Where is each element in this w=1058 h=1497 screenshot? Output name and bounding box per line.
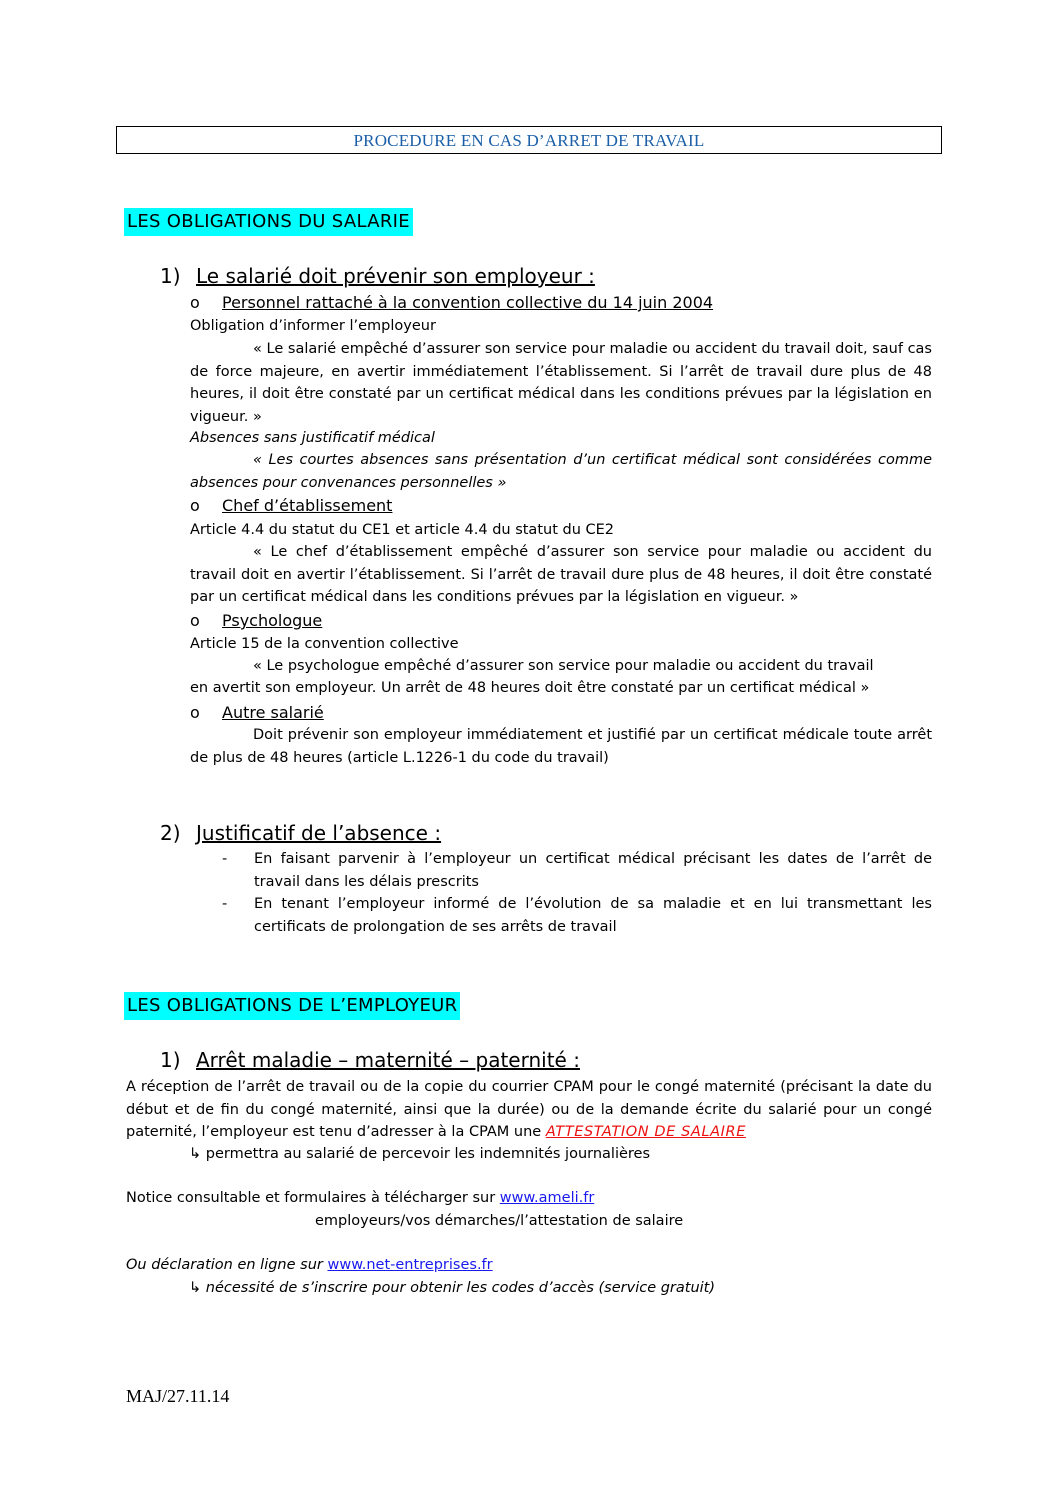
quote-salarie: « Le salarié empêché d’assurer son service pour maladie ou accident du travail doit, sauf cas de force majeure, en avertir immédiatement l’établissement. Si l’arrêt de travail dure plus de 48 heures, il doit être constaté par un certificat médical dans les conditions prévues par la législation en vigueur. » (190, 341, 932, 425)
item-title: Justificatif de l’absence : (196, 821, 442, 845)
online-line (126, 1254, 493, 1277)
label-article-15: Article 15 de la convention collective (190, 636, 459, 652)
label-absences: Absences sans justificatif médical (190, 430, 435, 446)
online-note-line (189, 1277, 715, 1300)
item-heading-justificatif (160, 820, 441, 846)
section-heading-employeur: LES OBLIGATIONS DE L’EMPLOYEUR (124, 992, 460, 1020)
online-text: Ou déclaration en ligne sur (126, 1257, 328, 1273)
dash-bullet: - (222, 851, 228, 867)
dash-bullet: - (222, 896, 228, 912)
employeur-paragraph (126, 1076, 932, 1144)
justificatif-point-1: En faisant parvenir à l’employeur un certificat médical précisant les dates de l’arrêt de travail dans les délais prescrits (254, 851, 932, 890)
document-title: PROCEDURE EN CAS D’ARRET DE TRAVAIL (353, 131, 705, 150)
item-number: 2) (160, 821, 181, 845)
title-box (116, 126, 942, 154)
text-autre-salarie: Doit prévenir son employeur immédiatement et justifié par un certificat médicale toute arrêt de plus de 48 heures (article L.1226-1 du code du travail) (190, 727, 932, 766)
quote-psychologue-line1: « Le psychologue empêché d’assurer son service pour maladie ou accident du travail (253, 658, 874, 674)
sub-heading-personnel (190, 292, 713, 314)
item-heading-arret (160, 1047, 580, 1073)
bullet-circle: o (190, 293, 200, 312)
net-entreprises-link[interactable]: www.net-entreprises.fr (327, 1257, 493, 1273)
item-number: 1) (160, 264, 181, 288)
sub-title: Personnel rattaché à la convention collective du 14 juin 2004 (222, 293, 714, 312)
sub-heading-autre (190, 702, 324, 724)
section-heading-salarie: LES OBLIGATIONS DU SALARIE (124, 208, 413, 236)
ameli-link[interactable]: www.ameli.fr (499, 1190, 595, 1206)
quote-psychologue-line2: en avertit son employeur. Un arrêt de 48 heures doit être constaté par un certificat médical » (190, 680, 870, 696)
arrow-icon: ↳ (189, 1280, 202, 1296)
item-number: 1) (160, 1048, 181, 1072)
arrow-icon: ↳ (189, 1146, 202, 1162)
paragraph-text: A réception de l’arrêt de travail ou de la copie du courrier CPAM pour le congé maternité (précisant la date du début et de fin du congé maternité, ainsi que la durée) ou de la demande écrite du salarié pour un congé paternité, l’employeur est tenu d’adresser à la CPAM une (126, 1079, 932, 1140)
sub-title: Psychologue (222, 611, 323, 630)
bullet-circle: o (190, 703, 200, 722)
quote-absences: « Les courtes absences sans présentation d’un certificat médical sont considérées comme absences pour convenances personnelles » (190, 452, 932, 491)
bullet-circle: o (190, 496, 200, 515)
footer-date: MAJ/27.11.14 (126, 1386, 230, 1406)
notice-line (126, 1187, 594, 1210)
notice-text: Notice consultable et formulaires à télécharger sur (126, 1190, 500, 1206)
online-note: nécessité de s’inscrire pour obtenir les codes d’accès (service gratuit) (205, 1280, 716, 1296)
bullet-circle: o (190, 611, 200, 630)
sub-title: Chef d’établissement (222, 496, 393, 515)
item-heading-prevenir (160, 263, 595, 289)
indemnites-text: permettra au salarié de percevoir les indemnités journalières (205, 1146, 651, 1162)
label-article-ce: Article 4.4 du statut du CE1 et article 4.4 du statut du CE2 (190, 522, 615, 538)
quote-chef: « Le chef d’établissement empêché d’assurer son service pour maladie ou accident du travail doit en avertir l’établissement. Si l’arrêt de travail dure plus de 48 heures, il doit être constaté par un certificat médical dans les conditions prévues par la législation en vigueur. » (190, 544, 932, 605)
indemnites-line (189, 1143, 650, 1166)
notice-path: employeurs/vos démarches/l’attestation de salaire (315, 1213, 684, 1229)
sub-title: Autre salarié (222, 703, 324, 722)
label-obligation: Obligation d’informer l’employeur (190, 318, 436, 334)
sub-heading-psychologue (190, 610, 322, 632)
attestation-highlight: ATTESTATION DE SALAIRE (545, 1124, 746, 1140)
item-title: Le salarié doit prévenir son employeur : (196, 264, 595, 288)
justificatif-point-2: En tenant l’employeur informé de l’évolution de sa maladie et en lui transmettant les certificats de prolongation de ses arrêts de travail (254, 896, 932, 935)
sub-heading-chef (190, 495, 392, 517)
item-title: Arrêt maladie – maternité – paternité : (196, 1048, 580, 1072)
